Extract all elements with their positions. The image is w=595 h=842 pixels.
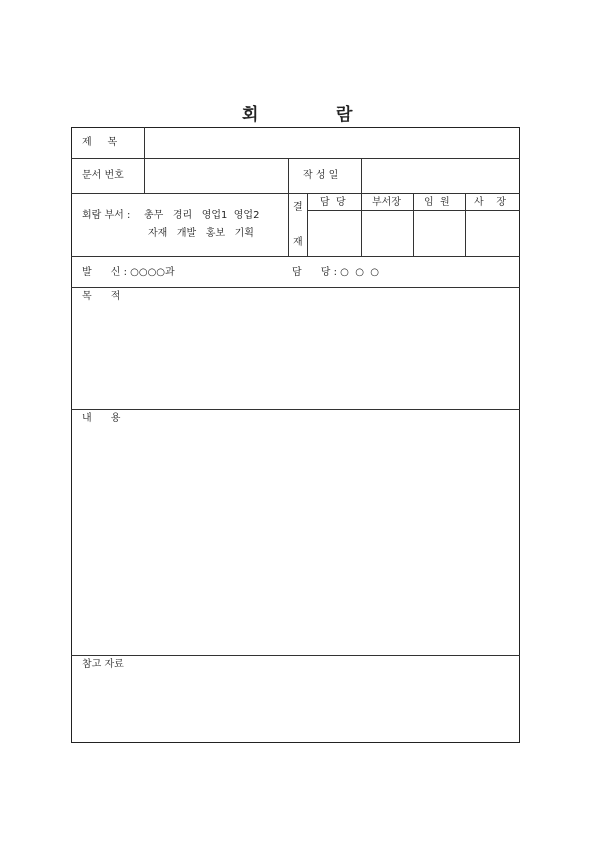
row-divider-sender: [71, 287, 520, 288]
approval-col-divider-3: [465, 193, 466, 256]
circulation-departments-line1: 총무 경리 영업1 영업2: [144, 210, 260, 221]
approval-col-president: 사 장: [474, 197, 507, 208]
title-char-1: 회: [242, 105, 259, 125]
approval-label-top: 결: [293, 202, 303, 213]
date-label-left-divider: [288, 158, 289, 256]
row-divider-subject: [71, 158, 520, 159]
sender-label: 발 신 : ○○○○과: [82, 267, 175, 278]
approval-col-divider-2: [413, 193, 414, 256]
approval-col-dept-head: 부서장: [372, 197, 401, 208]
row-divider-docnum: [71, 193, 520, 194]
content-label: 내 용: [82, 413, 121, 424]
row-divider-circulation: [71, 256, 520, 257]
row-divider-content: [71, 655, 520, 656]
manager-label: 담 당 : ○ ○ ○: [292, 267, 380, 278]
label-column-divider: [144, 127, 145, 193]
reference-label: 참고 자료: [82, 659, 124, 670]
circulation-form: [71, 127, 520, 743]
approval-col-executive: 임 원: [424, 197, 450, 208]
title-char-2: 람: [336, 105, 353, 125]
created-date-label: 작 성 일: [303, 170, 339, 181]
approval-label-bottom: 재: [293, 237, 303, 248]
approval-col-staff: 담 당: [320, 197, 346, 208]
circulation-departments-line2: 자재 개발 홍보 기획: [148, 228, 254, 239]
date-label-right-divider: [361, 158, 362, 193]
circulation-label: 회람 부서 :: [82, 210, 131, 221]
approval-col-divider-1: [361, 193, 362, 256]
subject-label: 제 목: [82, 137, 118, 148]
row-divider-purpose: [71, 409, 520, 410]
doc-number-label: 문서 번호: [82, 170, 124, 181]
approval-label-divider: [307, 193, 308, 256]
purpose-label: 목 적: [82, 291, 121, 302]
